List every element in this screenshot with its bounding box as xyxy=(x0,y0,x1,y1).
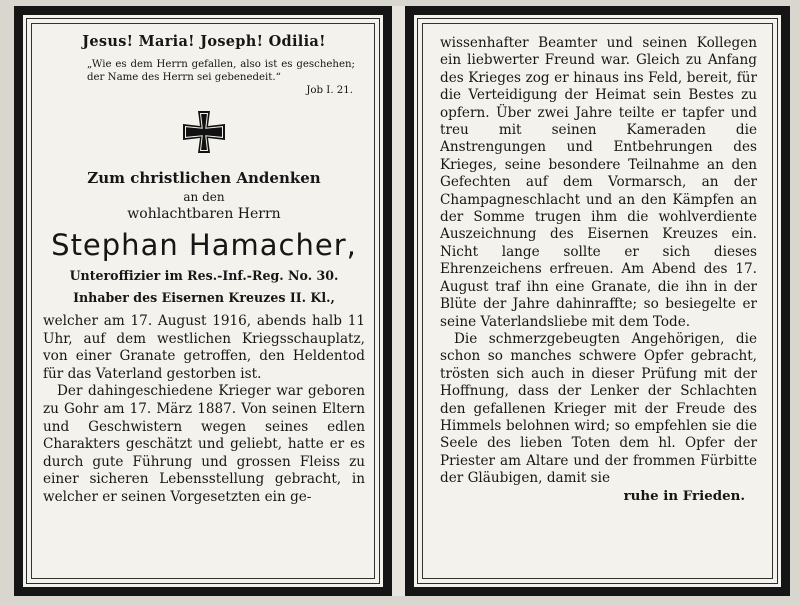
right-card xyxy=(405,6,790,596)
scripture-quote xyxy=(87,58,355,97)
an-den-text: an den xyxy=(183,190,225,204)
decoration-text: Inhaber des Eisernen Kreuzes II. Kl., xyxy=(73,290,335,305)
left-paragraph-2: Der dahingeschiedene Krieger war geboren zu Gohr am 17. März 1887. Von seinen Eltern und Geschwistern wegen seines edlen Charakters geschätzt und geliebt, hatte er es durch gute Führung und grossen Fleiss zu einer sicheren Lebensstellung gebracht, in welcher er seinen Vorgesetzten ein ge- xyxy=(43,383,365,505)
cross-container xyxy=(39,109,369,159)
closing-phrase: ruhe in Frieden. xyxy=(623,487,745,504)
quote-text: „Wie es dem Herrn gefallen, also ist es geschehen; der Name des Herrn sei gebenedeit.“ xyxy=(87,59,355,83)
deceased-name: Stephan Hamacher, xyxy=(51,228,357,262)
right-paragraph-1: wissenhafter Beamter und seinen Kollegen ein liebwerter Freund war. Gleich zu Anfang des Krieges zog er hinaus ins Feld, bereit, für die Verteidigung der Heimat sein Bestes zu opfern. Über zwei Jahre teilte er tapfer und treu mit seinen Kameraden die Anstrengungen und Entbehrungen des Krieges, seine besondere Teilnahme an den Gefechten auf dem Vormarsch, an der Champagneschlacht und an den Kämpfen an der Somme trugen ihm die wohlverdiente Auszeichnung des Eisernen Kreuzes ein. Nicht lange sollte er sich dieses Ehrenzeichens erfreuen. Am Abend des 17. August traf ihn eine Granate, die ihn in der Blüte der Jahre dahinraffte; so besiegelte er seine Vaterlandsliebe mit dem Tode. xyxy=(440,35,757,330)
right-card-inner xyxy=(417,18,778,584)
invocation-heading: Jesus! Maria! Joseph! Odilia! xyxy=(82,33,326,50)
left-card xyxy=(14,6,392,596)
right-paragraph-2: Die schmerzgebeugten Angehörigen, die schon so manches schwere Opfer gebracht, trösten sich auch in dieser Prüfung mit der Hoffnung, dass der Lenker der Schlachten den gefallenen Krieger mit der Freude des Himmels belohnen wird; so empfehlen sie die Seele des lieben Toten dem hl. Opfer der Priester am Altare und der frommen Fürbitte der Gläubigen, damit sie xyxy=(440,330,757,487)
memorial-heading: Zum christlichen Andenken xyxy=(87,169,321,187)
quote-reference: Job I. 21. xyxy=(306,85,353,96)
left-paragraph-1: welcher am 17. August 1916, abends halb 11 Uhr, auf dem westlichen Kriegsschauplatz, von einer Granate getroffen, den Heldentod für das Vaterland gestorben ist. xyxy=(43,313,365,382)
left-card-content xyxy=(39,33,369,507)
card-fold-gap xyxy=(392,6,405,596)
iron-cross-icon xyxy=(181,109,227,155)
left-body-text xyxy=(43,313,365,507)
right-card-content xyxy=(440,35,757,505)
military-rank: Unteroffizier im Res.-Inf.-Reg. No. 30. xyxy=(69,268,339,283)
right-body-text xyxy=(440,35,757,505)
honorific-text: wohlachtbaren Herrn xyxy=(127,206,281,222)
left-card-inner xyxy=(26,18,380,584)
